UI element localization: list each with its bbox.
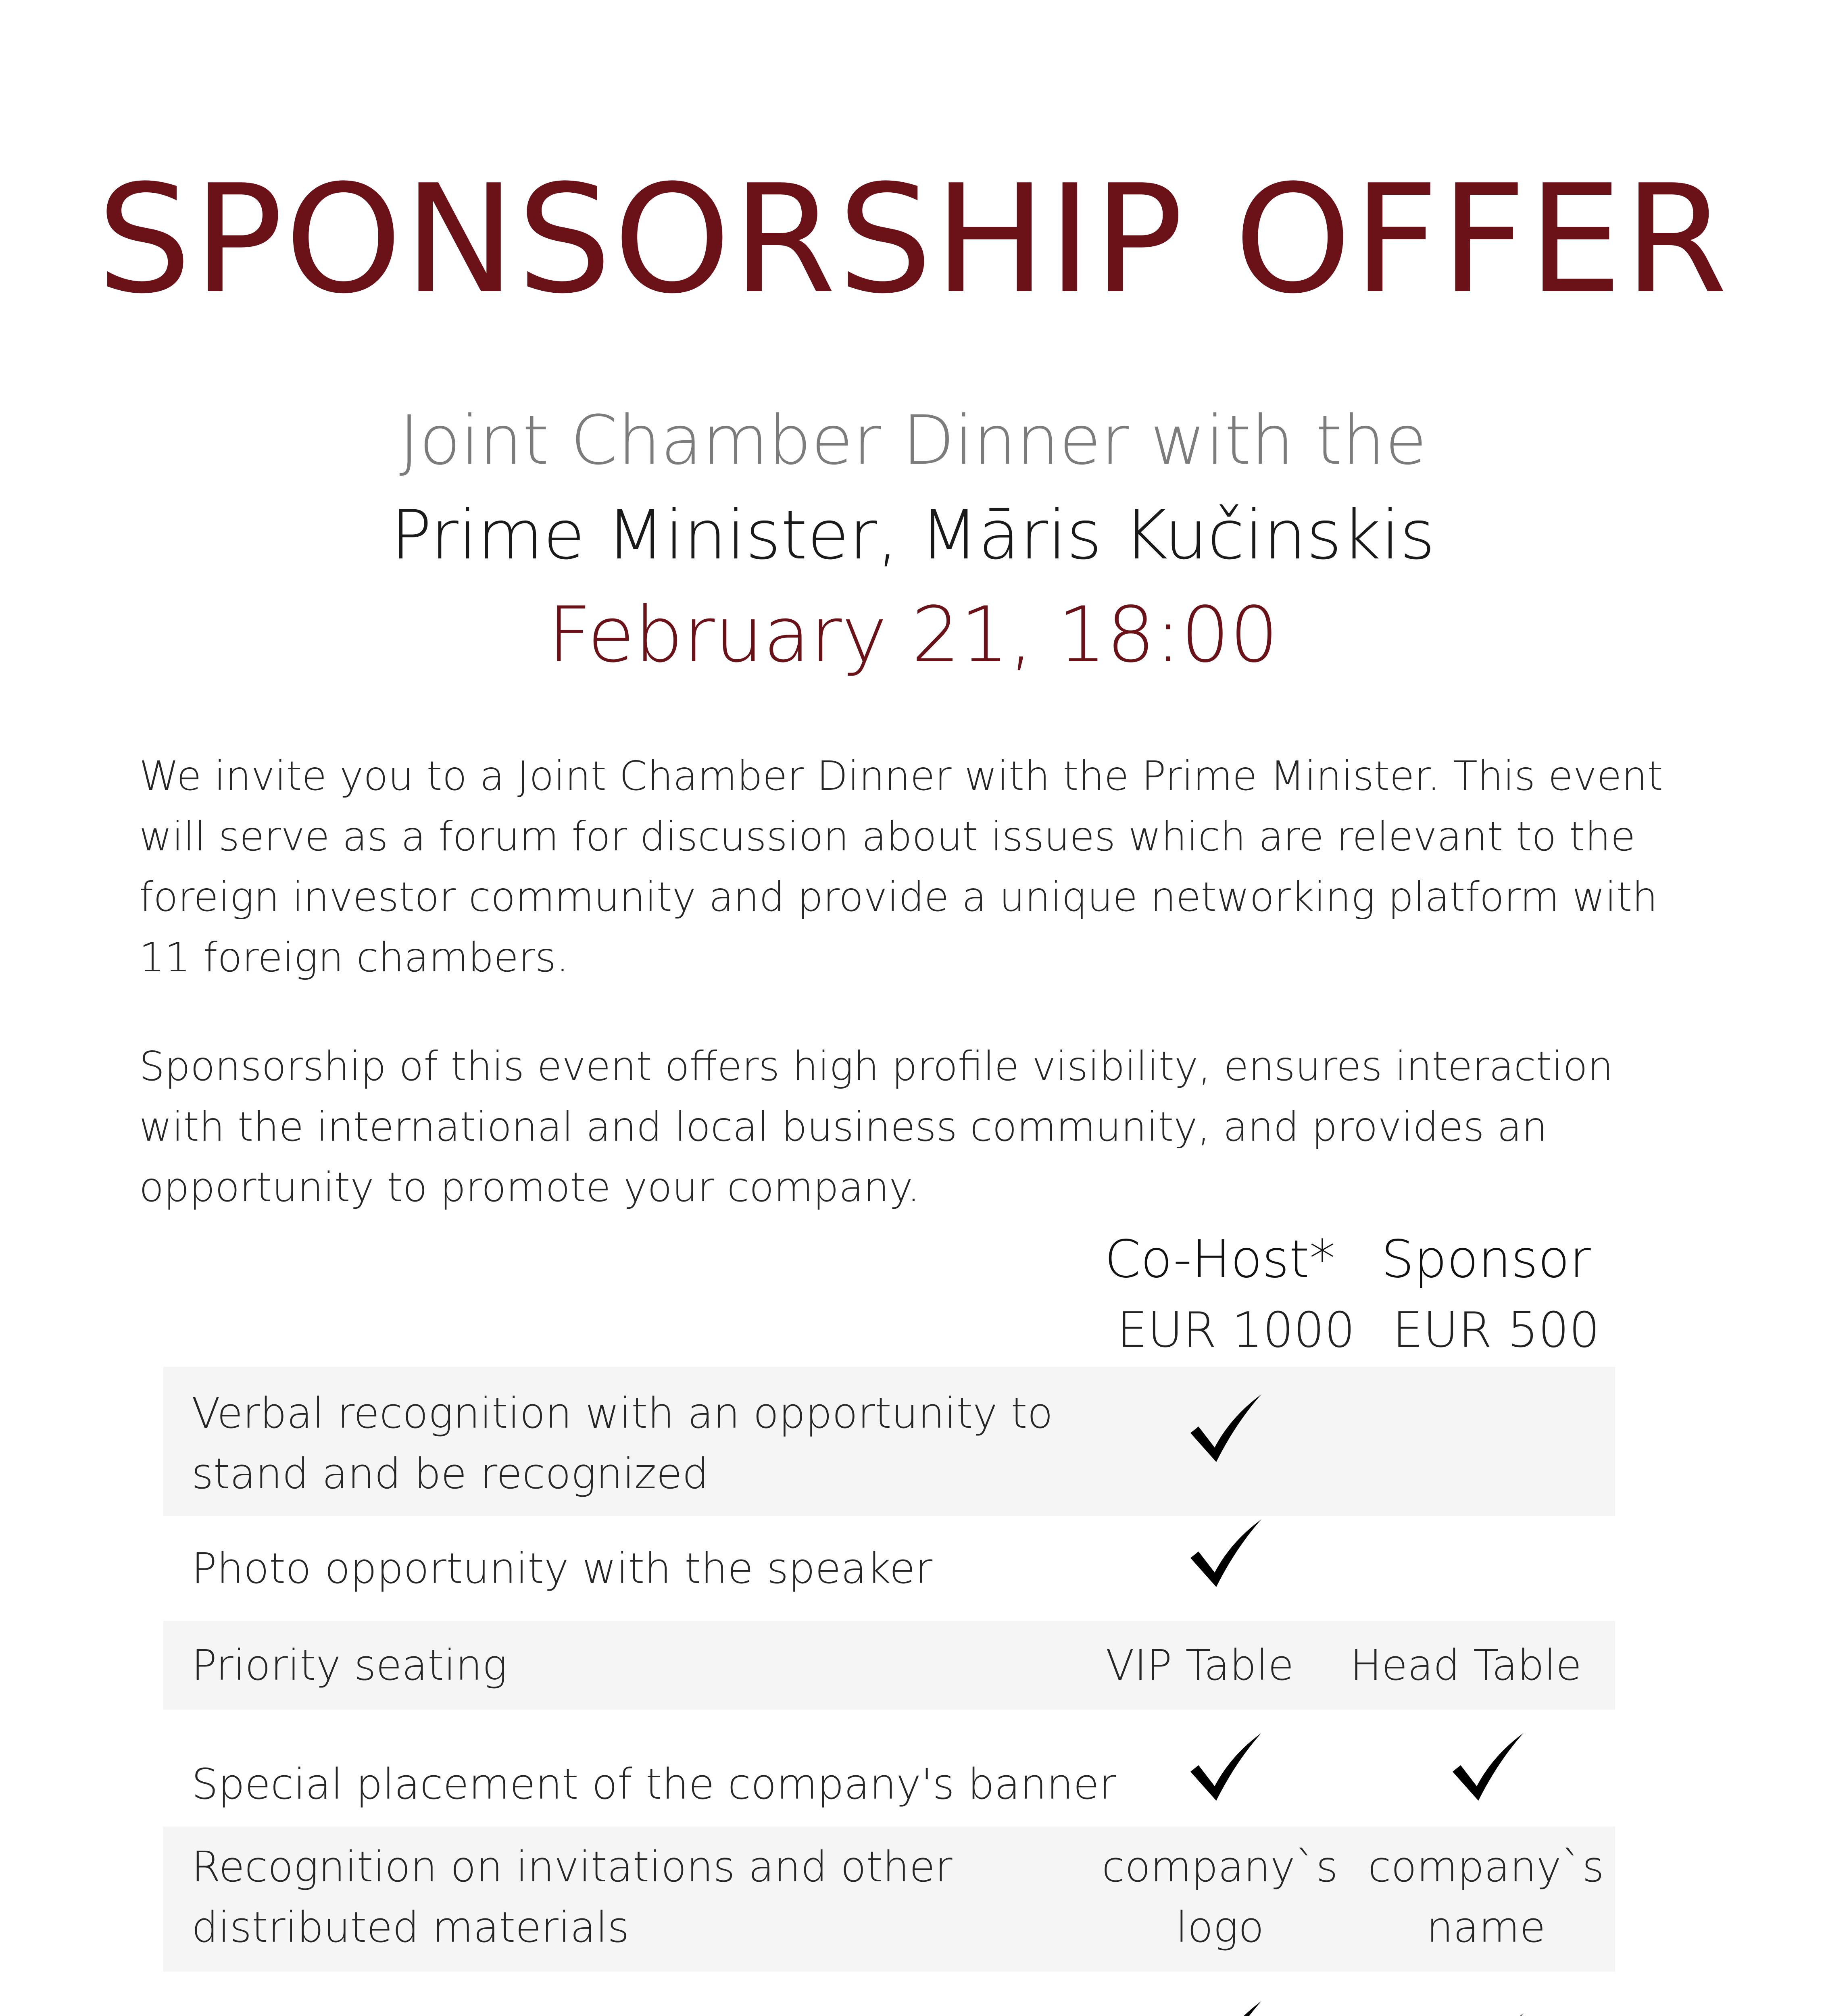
cohost-value: company`s logo	[1102, 1842, 1338, 1952]
table-row	[163, 1972, 1615, 2016]
column-header-cohost: Co-Host*	[1105, 1229, 1335, 1289]
checkmark-icon	[1448, 1730, 1528, 1802]
table-row	[163, 1367, 1615, 1516]
sponsor-value: Head Table	[1350, 1641, 1582, 1690]
checkmark-icon	[1186, 1998, 1266, 2016]
sponsor-value: company`s name	[1368, 1842, 1604, 1952]
table-row	[163, 1826, 1615, 1972]
cohost-value: VIP Table	[1105, 1641, 1294, 1690]
checkmark-icon	[1448, 2010, 1528, 2016]
row-label: Photo opportunity with the speaker	[192, 1544, 933, 1593]
column-price-sponsor: EUR 500	[1392, 1302, 1600, 1358]
row-label: Special placement of the company's banner	[192, 1760, 1117, 1809]
row-label: Priority seating	[192, 1641, 508, 1690]
event-subtitle-line2: Prime Minister, Māris Kučinskis	[391, 496, 1435, 575]
row-label: Verbal recognition with an opportunity to stand and be recognized	[192, 1389, 1053, 1498]
column-header-sponsor: Sponsor	[1381, 1229, 1591, 1289]
event-subtitle-line1: Joint Chamber Dinner with the	[399, 401, 1427, 480]
event-date: February 21, 18:00	[547, 590, 1279, 679]
checkmark-icon	[1186, 1730, 1266, 1802]
table-row	[163, 1516, 1615, 1621]
row-label: Recognition on invitations and other distributed materials	[192, 1842, 953, 1952]
checkmark-icon	[1186, 1391, 1266, 1464]
table-row	[163, 1710, 1615, 1826]
page-title: SPONSORSHIP OFFER	[97, 153, 1729, 327]
checkmark-icon	[1186, 1516, 1266, 1589]
intro-paragraph-1: We invite you to a Joint Chamber Dinner with the Prime Minister. This event will serve as a forum for discussion about issues which are relevant to the foreign investor community and provide a unique networking platform with 11 foreign chambers.	[139, 752, 1663, 981]
column-price-cohost: EUR 1000	[1117, 1302, 1355, 1358]
table-row	[163, 1621, 1615, 1710]
intro-paragraph-2: Sponsorship of this event offers high profile visibility, ensures interaction with the international and local business community, and provides an opportunity to promote your company.	[139, 1043, 1613, 1211]
